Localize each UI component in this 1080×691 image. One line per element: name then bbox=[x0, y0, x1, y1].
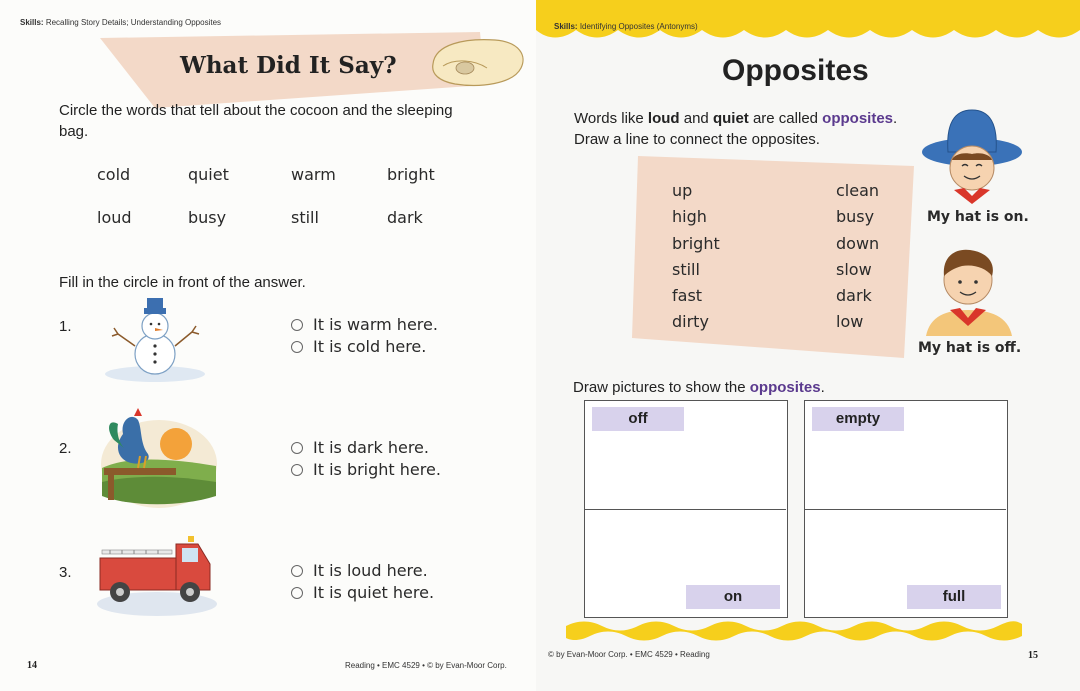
instruction-fill-circle: Fill in the circle in front of the answer. bbox=[59, 274, 306, 291]
left-footer: Reading • EMC 4529 • © by Evan-Moor Corp. bbox=[345, 661, 507, 670]
intro-line2: Draw a line to connect the opposites. bbox=[574, 131, 820, 148]
right-footer: © by Evan-Moor Corp. • EMC 4529 • Reading bbox=[548, 650, 710, 659]
radio-circle[interactable] bbox=[291, 341, 303, 353]
label-on: on bbox=[686, 585, 780, 609]
match-word-down[interactable]: down bbox=[836, 233, 880, 253]
divider bbox=[805, 509, 1006, 510]
word-dark[interactable]: dark bbox=[387, 208, 423, 227]
label-full: full bbox=[907, 585, 1001, 609]
word-warm[interactable]: warm bbox=[291, 165, 336, 184]
instruction-circle-words: Circle the words that tell about the cocoon and the sleeping bag. bbox=[59, 102, 453, 140]
draw-instruction: Draw pictures to show the opposites. bbox=[573, 379, 825, 396]
boy-without-hat-icon bbox=[916, 240, 1022, 340]
q1-option-2[interactable]: It is cold here. bbox=[291, 337, 426, 356]
radio-circle[interactable] bbox=[291, 442, 303, 454]
match-word-busy[interactable]: busy bbox=[836, 207, 875, 227]
word-still[interactable]: still bbox=[291, 208, 319, 227]
match-word-low[interactable]: low bbox=[836, 312, 864, 332]
question-number-1: 1. bbox=[59, 318, 72, 335]
q1-option-1[interactable]: It is warm here. bbox=[291, 315, 438, 334]
radio-circle[interactable] bbox=[291, 319, 303, 331]
match-word-slow[interactable]: slow bbox=[836, 259, 872, 279]
left-skills: Skills: Recalling Story Details; Understanding Opposites bbox=[20, 18, 222, 27]
match-word-high[interactable]: high bbox=[672, 207, 707, 227]
q3-option-1[interactable]: It is loud here. bbox=[291, 561, 428, 580]
word-loud[interactable]: loud bbox=[97, 208, 132, 227]
label-empty: empty bbox=[812, 407, 904, 431]
q2-option-2[interactable]: It is bright here. bbox=[291, 460, 441, 479]
word-bright[interactable]: bright bbox=[387, 165, 435, 184]
question-number-2: 2. bbox=[59, 440, 72, 457]
match-right-column bbox=[836, 178, 879, 336]
match-word-bright[interactable]: bright bbox=[672, 233, 720, 253]
match-word-dirty[interactable]: dirty bbox=[672, 312, 709, 332]
right-page-number: 15 bbox=[1028, 650, 1038, 661]
boy-with-hat-icon bbox=[920, 104, 1026, 208]
right-title: Opposites bbox=[722, 54, 869, 87]
q2-option-1[interactable]: It is dark here. bbox=[291, 438, 429, 457]
sleeping-bag-icon bbox=[425, 34, 530, 92]
left-page-number: 14 bbox=[27, 660, 37, 671]
word-quiet[interactable]: quiet bbox=[188, 165, 229, 184]
left-page bbox=[0, 0, 536, 691]
caption-hat-off: My hat is off. bbox=[918, 340, 1022, 356]
radio-circle[interactable] bbox=[291, 464, 303, 476]
match-word-clean[interactable]: clean bbox=[836, 181, 880, 200]
radio-circle[interactable] bbox=[291, 587, 303, 599]
match-left-column bbox=[672, 178, 720, 336]
divider bbox=[585, 509, 786, 510]
label-off: off bbox=[592, 407, 684, 431]
intro-text: Words like loud and quiet are called opposites. bbox=[574, 110, 898, 127]
right-page bbox=[536, 0, 1080, 691]
match-word-dark[interactable]: dark bbox=[836, 286, 872, 306]
radio-circle[interactable] bbox=[291, 565, 303, 577]
snowman-icon bbox=[100, 294, 210, 384]
word-cold[interactable]: cold bbox=[97, 165, 131, 184]
word-busy[interactable]: busy bbox=[188, 208, 227, 227]
match-word-still[interactable]: still bbox=[672, 259, 700, 279]
fire-truck-icon bbox=[92, 528, 222, 620]
bottom-wave-border bbox=[566, 620, 1022, 642]
caption-hat-on: My hat is on. bbox=[927, 209, 1029, 225]
question-number-3: 3. bbox=[59, 564, 72, 581]
match-word-fast[interactable]: fast bbox=[672, 286, 703, 306]
rooster-icon bbox=[98, 404, 220, 510]
right-skills: Skills: Identifying Opposites (Antonyms) bbox=[554, 22, 698, 31]
left-title: What Did It Say? bbox=[180, 52, 397, 79]
match-word-up[interactable]: up bbox=[672, 181, 693, 200]
q3-option-2[interactable]: It is quiet here. bbox=[291, 583, 434, 602]
